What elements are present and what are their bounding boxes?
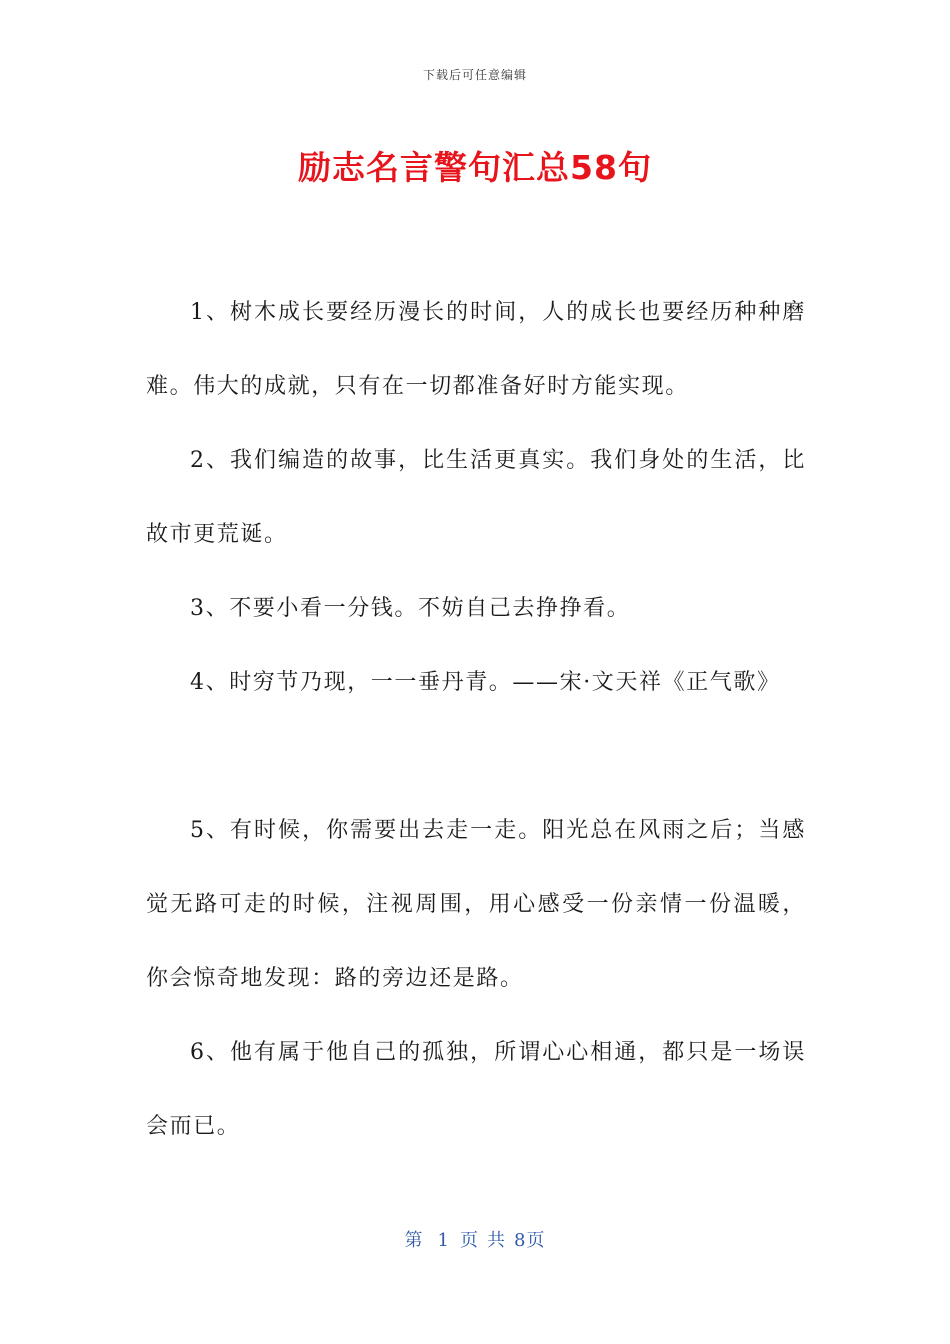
footer-total-prefix: 共 [487, 1230, 506, 1251]
quote-paragraph-1: 1、树木成长要经历漫长的时间，人的成长也要经历种种磨难。伟大的成就，只有在一切都准备好时方能实现。 [146, 300, 806, 399]
quote-paragraph-2: 2、我们编造的故事，比生活更真实。我们身处的生活，比故市更荒诞。 [146, 448, 806, 547]
footer-page-prefix: 第 [404, 1230, 424, 1251]
page-title: 励志名言警句汇总58句 [298, 148, 652, 187]
footer-page-word: 页 [460, 1230, 479, 1251]
footer-current-page: 1 [437, 1230, 450, 1251]
footer-total-pages: 8页 [514, 1230, 546, 1251]
quote-paragraph-4: 4、时穷节乃现，一一垂丹青。——宋·文天祥《正气歌》 [190, 670, 781, 695]
quote-paragraph-6: 6、他有属于他自己的孤独，所谓心心相通，都只是一场误会而已。 [146, 1040, 806, 1139]
quote-paragraph-3: 3、不要小看一分钱。不妨自己去挣挣看。 [190, 596, 631, 621]
header-note: 下载后可任意编辑 [422, 68, 527, 82]
quote-paragraph-5: 5、有时候，你需要出去走一走。阳光总在风雨之后；当感觉无路可走的时候，注视周围，用心感受一份亲情一份温暖，你会惊奇地发现：路的旁边还是路。 [146, 818, 806, 991]
page-footer [0, 1226, 950, 1252]
document-body [146, 276, 806, 1164]
